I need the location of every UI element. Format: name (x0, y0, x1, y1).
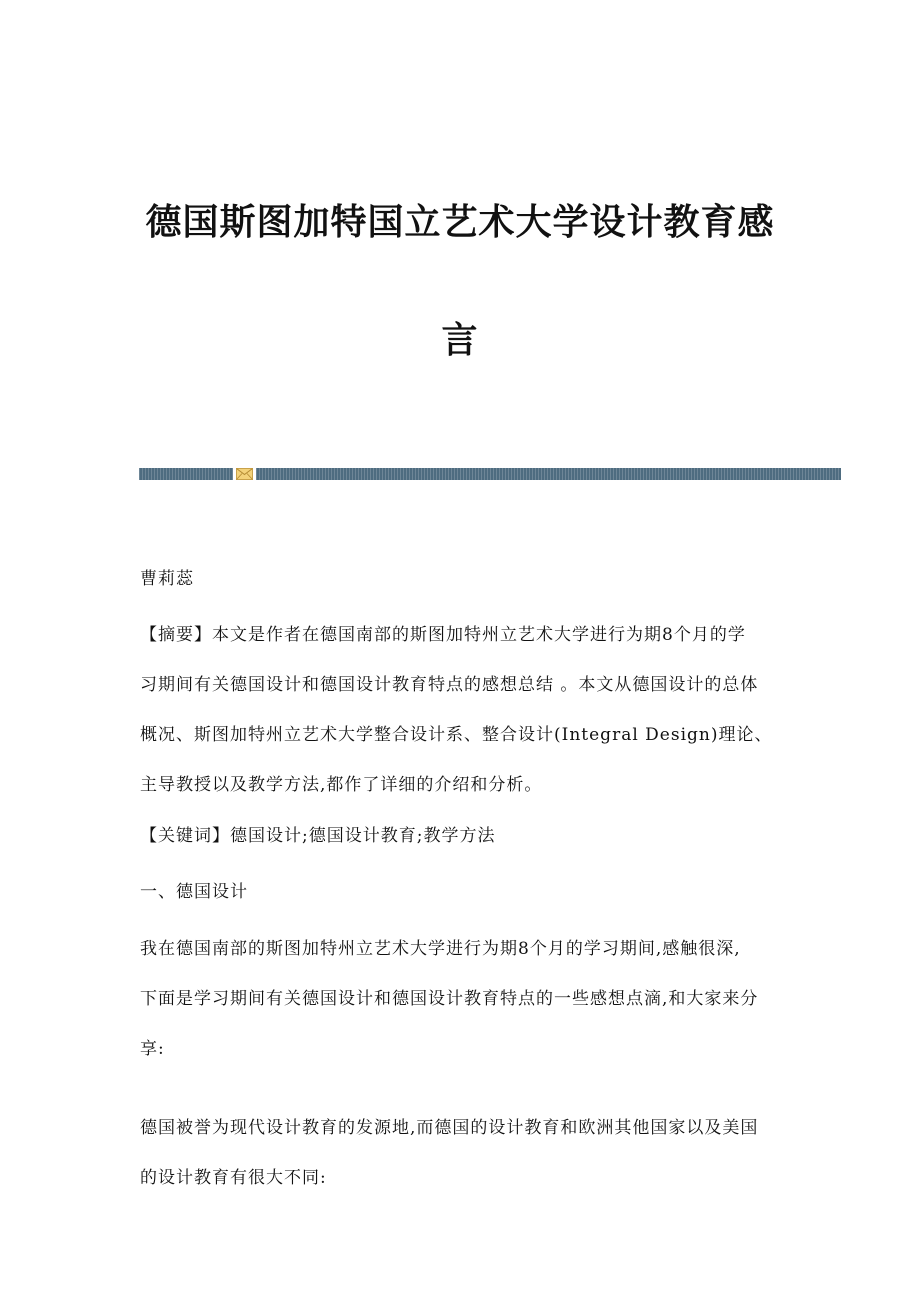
title-divider-right (256, 468, 841, 480)
paragraph-line: 下面是学习期间有关德国设计和德国设计教育特点的一些感想点滴,和大家来分 (140, 989, 759, 1009)
document-title-line-2: 言 (441, 320, 479, 361)
abstract-line: 概况、斯图加特州立艺术大学整合设计系、整合设计(Integral Design)理论、 (140, 725, 773, 745)
title-divider-left (139, 468, 233, 480)
paragraph-line: 德国被誉为现代设计教育的发源地,而德国的设计教育和欧洲其他国家以及美国 (140, 1118, 759, 1138)
abstract-line: 主导教授以及教学方法,都作了详细的介绍和分析。 (140, 775, 543, 795)
paragraph-line: 的设计教育有很大不同: (140, 1168, 327, 1188)
abstract-line: 习期间有关德国设计和德国设计教育特点的感想总结 。本文从德国设计的总体 (140, 675, 759, 695)
envelope-ornament-icon (236, 468, 253, 480)
paragraph-line: 享: (140, 1039, 165, 1059)
paragraph-line: 我在德国南部的斯图加特州立艺术大学进行为期8个月的学习期间,感触很深, (140, 939, 741, 959)
author-name: 曹莉蕊 (140, 569, 194, 589)
keywords-line: 【关键词】德国设计;德国设计教育;教学方法 (140, 826, 496, 846)
document-title-line-1: 德国斯图加特国立艺术大学设计教育感 (145, 202, 775, 243)
section-heading: 一、德国设计 (140, 882, 248, 902)
abstract-line: 【摘要】本文是作者在德国南部的斯图加特州立艺术大学进行为期8个月的学 (140, 625, 746, 645)
